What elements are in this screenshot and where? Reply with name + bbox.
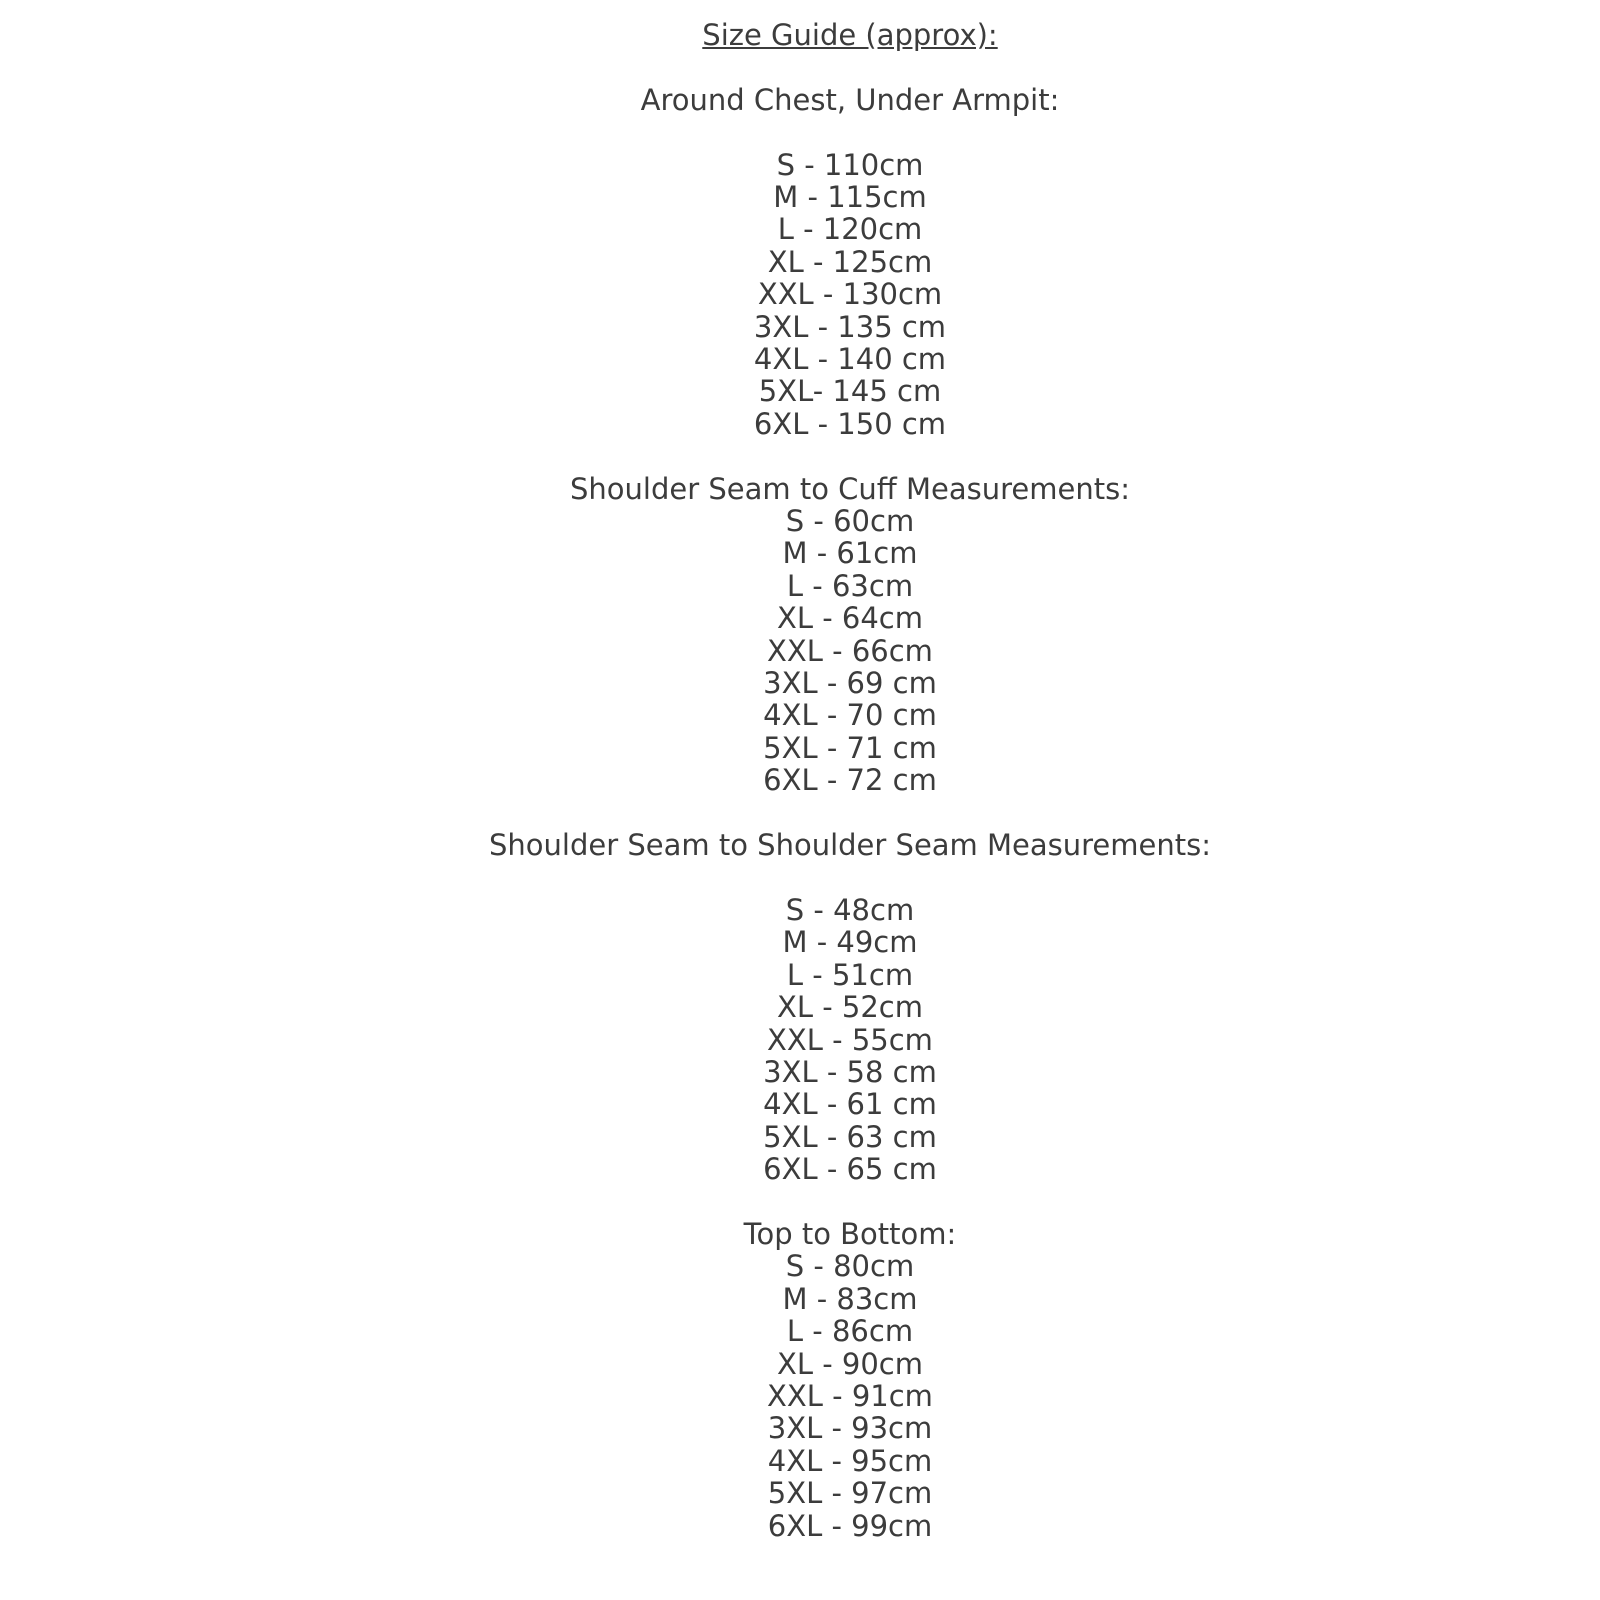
section-around-chest [100, 84, 1600, 440]
page-title: Size Guide (approx): [702, 18, 998, 52]
spacer [100, 51, 1600, 83]
spacer [100, 1186, 1600, 1218]
size-row: 6XL - 99cm [767, 1508, 933, 1543]
size-row: 4XL - 95cm [767, 1443, 933, 1478]
size-row: 5XL - 63 cm [763, 1119, 937, 1154]
section-shoulder-to-shoulder [100, 829, 1600, 1185]
size-row: L - 63cm [786, 568, 914, 603]
section-heading: Shoulder Seam to Cuff Measurements: [570, 471, 1130, 506]
size-row: 3XL - 58 cm [763, 1054, 937, 1089]
size-row: M - 49cm [782, 925, 918, 960]
size-row: 4XL - 61 cm [763, 1087, 937, 1122]
size-row: S - 80cm [785, 1249, 915, 1284]
size-row: 6XL - 72 cm [763, 763, 937, 798]
size-row: 5XL - 71 cm [763, 730, 937, 765]
spacer [100, 440, 1600, 472]
section-shoulder-to-cuff [100, 473, 1600, 797]
section-heading: Top to Bottom: [743, 1216, 957, 1251]
size-row: M - 115cm [773, 180, 927, 214]
size-row: 4XL - 140 cm [753, 342, 947, 377]
size-row: S - 110cm [776, 147, 924, 182]
section-top-to-bottom [100, 1218, 1600, 1542]
size-row: M - 61cm [782, 536, 918, 571]
size-row: S - 48cm [785, 892, 915, 927]
section-heading: Shoulder Seam to Shoulder Seam Measurements: [489, 828, 1211, 863]
spacer [100, 862, 1600, 894]
size-row: 3XL - 69 cm [763, 666, 937, 701]
size-row: 6XL - 150 cm [753, 406, 947, 441]
size-row: 3XL - 135 cm [753, 309, 947, 344]
size-row: XXL - 91cm [767, 1378, 933, 1413]
size-row: XL - 64cm [776, 601, 924, 636]
size-row: 5XL - 97cm [767, 1476, 933, 1511]
size-row: XL - 125cm [767, 244, 933, 279]
size-row: S - 60cm [785, 504, 915, 539]
size-row: XL - 52cm [776, 990, 924, 1025]
spacer [100, 116, 1600, 148]
size-row: XXL - 55cm [767, 1022, 933, 1057]
size-row: M - 83cm [782, 1281, 918, 1316]
section-heading: Around Chest, Under Armpit: [640, 82, 1060, 117]
size-row: 3XL - 93cm [767, 1411, 933, 1446]
spacer [100, 797, 1600, 829]
size-row: 4XL - 70 cm [763, 698, 937, 733]
size-row: L - 51cm [786, 957, 914, 992]
size-row: L - 120cm [777, 212, 923, 247]
size-row: L - 86cm [786, 1314, 914, 1349]
size-row: XL - 90cm [776, 1346, 924, 1381]
size-row: XXL - 130cm [757, 277, 943, 312]
size-row: XXL - 66cm [767, 633, 933, 668]
size-row: 6XL - 65 cm [763, 1152, 937, 1187]
size-row: 5XL- 145 cm [758, 374, 942, 409]
